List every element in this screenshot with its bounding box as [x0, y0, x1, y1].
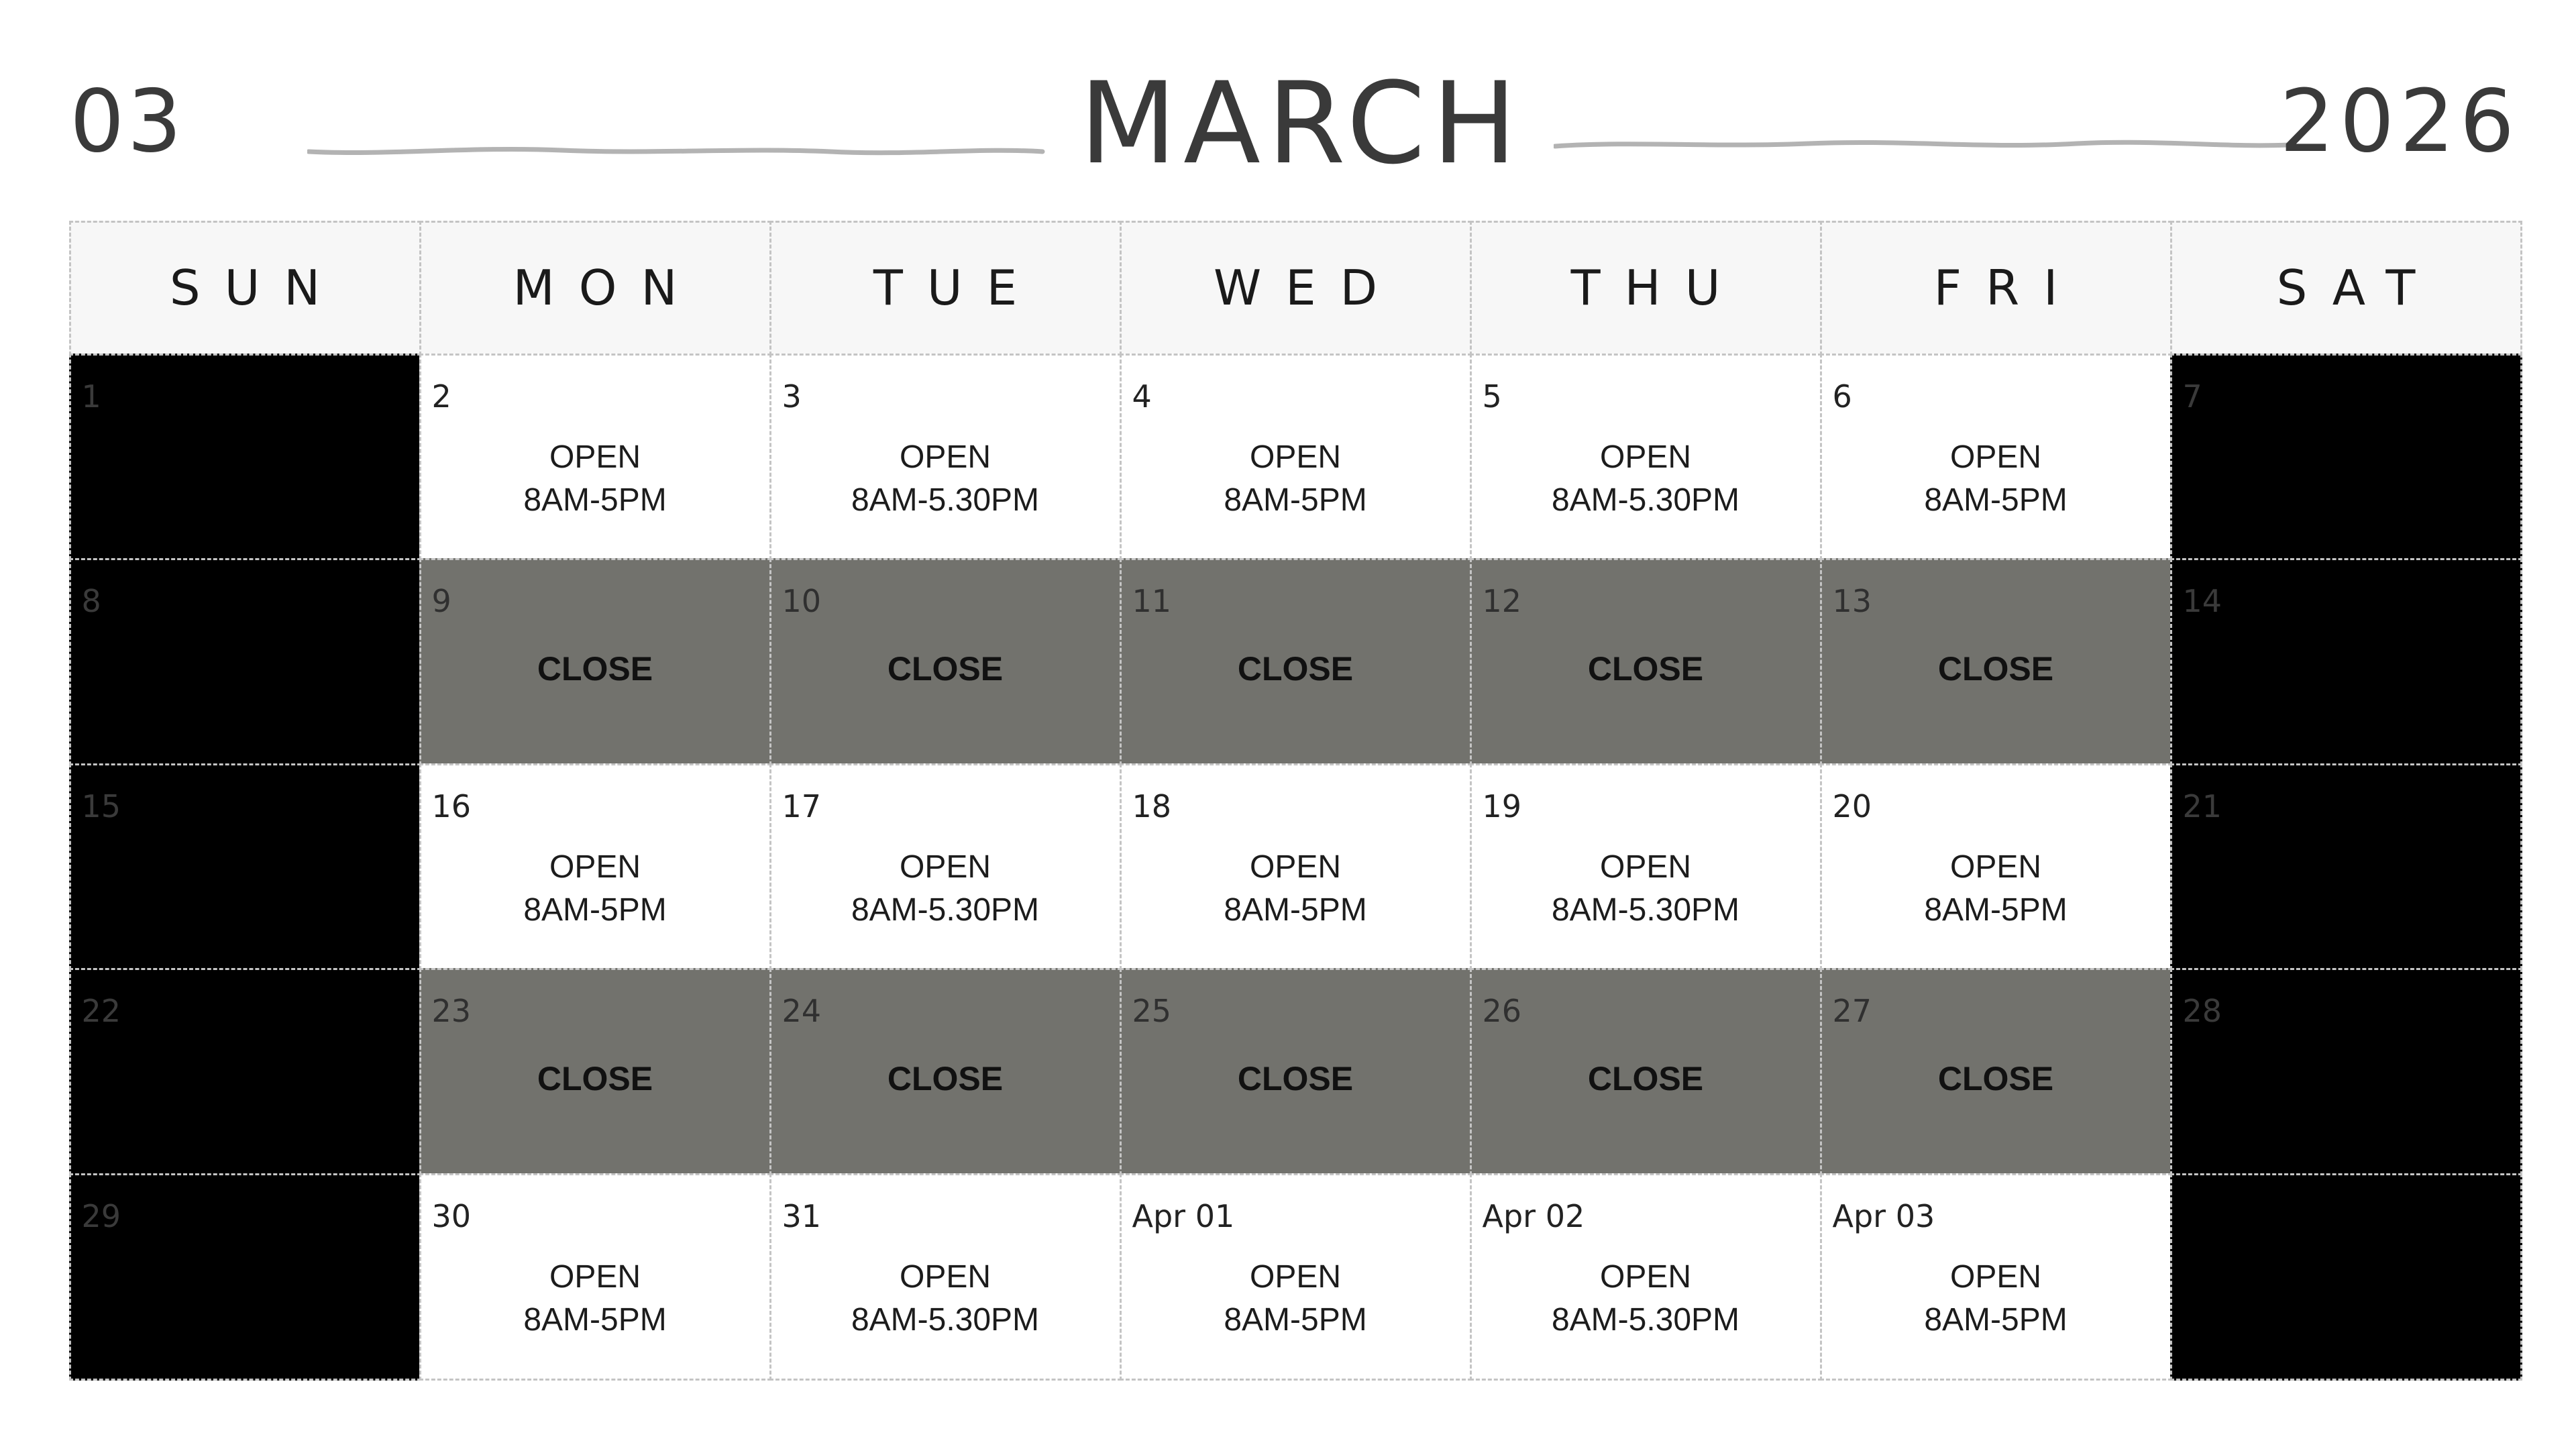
status-label: CLOSE [537, 650, 653, 688]
status-label: CLOSE [1237, 1060, 1354, 1098]
status-label: OPEN [899, 849, 991, 885]
year: 2026 [2279, 72, 2520, 172]
weekday-header-thu: THU [1470, 221, 1822, 356]
status-label: CLOSE [1937, 650, 2054, 688]
day-cell[interactable] [769, 1173, 1122, 1381]
day-cell[interactable] [1120, 354, 1472, 561]
open-status [421, 846, 769, 932]
status-label: OPEN [1249, 849, 1342, 885]
day-cell[interactable] [419, 558, 771, 765]
open-status [421, 1256, 769, 1342]
status-label: CLOSE [887, 1060, 1004, 1098]
closed-label [1472, 647, 1820, 690]
status-label: OPEN [1599, 849, 1692, 885]
opening-hours: 8AM-5.30PM [1551, 482, 1740, 518]
day-cell[interactable] [769, 354, 1122, 561]
closed-label [1122, 647, 1470, 690]
open-status [1122, 1256, 1470, 1342]
day-number: 12 [1482, 583, 1522, 620]
day-number: 6 [1832, 378, 1852, 415]
day-cell[interactable] [769, 558, 1122, 765]
open-status [771, 1256, 1120, 1342]
header-divider-right [1554, 134, 2292, 154]
status-label: OPEN [549, 439, 641, 475]
day-cell[interactable] [69, 763, 421, 971]
day-cell[interactable] [2170, 763, 2522, 971]
day-cell[interactable] [1820, 1173, 2172, 1381]
day-number: 19 [1482, 788, 1522, 824]
day-cell[interactable] [1470, 558, 1822, 765]
closed-label [1122, 1057, 1470, 1100]
day-number: 26 [1482, 993, 1522, 1030]
opening-hours: 8AM-5.30PM [1551, 892, 1740, 928]
opening-hours: 8AM-5PM [523, 482, 667, 518]
day-number: 29 [81, 1197, 121, 1234]
day-number: 3 [782, 378, 802, 415]
status-label: OPEN [549, 1258, 641, 1295]
status-label: CLOSE [1937, 1060, 2054, 1098]
day-cell[interactable] [1120, 1173, 1472, 1381]
month-number: 03 [70, 72, 184, 172]
day-cell[interactable] [419, 968, 771, 1175]
day-number: 16 [431, 788, 472, 824]
opening-hours: 8AM-5PM [1924, 892, 2068, 928]
month-title: MARCH [1079, 58, 1523, 189]
opening-hours: 8AM-5PM [1224, 1301, 1367, 1338]
open-status [1822, 846, 2170, 932]
open-status [1122, 846, 1470, 932]
closed-label [771, 1057, 1120, 1100]
day-number: 28 [2182, 993, 2222, 1030]
day-number: Apr 02 [1482, 1197, 1585, 1234]
weekday-header-fri: FRI [1820, 221, 2172, 356]
closed-label [771, 647, 1120, 690]
day-cell[interactable] [419, 1173, 771, 1381]
day-cell[interactable] [69, 968, 421, 1175]
opening-hours: 8AM-5PM [1224, 482, 1367, 518]
closed-label [1472, 1057, 1820, 1100]
day-number: 4 [1132, 378, 1152, 415]
day-cell[interactable] [1820, 763, 2172, 971]
status-label: OPEN [1949, 849, 2042, 885]
day-number: 9 [431, 583, 451, 620]
status-label: CLOSE [1587, 650, 1704, 688]
day-cell[interactable] [2170, 354, 2522, 561]
day-number: 14 [2182, 583, 2222, 620]
weekday-header-sat: SAT [2170, 221, 2522, 356]
status-label: CLOSE [537, 1060, 653, 1098]
open-status [421, 436, 769, 522]
day-cell[interactable] [1120, 763, 1472, 971]
status-label: OPEN [1949, 439, 2042, 475]
opening-hours: 8AM-5.30PM [851, 892, 1040, 928]
day-number: 13 [1832, 583, 1872, 620]
day-number: 21 [2182, 788, 2222, 824]
opening-hours: 8AM-5PM [1924, 1301, 2068, 1338]
open-status [771, 436, 1120, 522]
day-number: 27 [1832, 993, 1872, 1030]
opening-hours: 8AM-5.30PM [851, 1301, 1040, 1338]
day-number: 15 [81, 788, 121, 824]
day-cell[interactable] [1470, 968, 1822, 1175]
day-number: 10 [782, 583, 822, 620]
day-cell[interactable] [1820, 354, 2172, 561]
day-cell[interactable] [2170, 1173, 2522, 1381]
open-status [1822, 436, 2170, 522]
opening-hours: 8AM-5PM [523, 892, 667, 928]
day-number: 11 [1132, 583, 1172, 620]
day-cell[interactable] [419, 763, 771, 971]
closed-label [1822, 1057, 2170, 1100]
weekday-header-sun: SUN [69, 221, 421, 356]
day-number: Apr 01 [1132, 1197, 1235, 1234]
opening-hours: 8AM-5PM [1224, 892, 1367, 928]
open-status [1122, 436, 1470, 522]
opening-hours: 8AM-5.30PM [1551, 1301, 1740, 1338]
open-status [771, 846, 1120, 932]
day-number: 24 [782, 993, 822, 1030]
status-label: CLOSE [887, 650, 1004, 688]
day-cell[interactable] [69, 1173, 421, 1381]
day-cell[interactable] [2170, 968, 2522, 1175]
opening-hours: 8AM-5.30PM [851, 482, 1040, 518]
closed-label [1822, 647, 2170, 690]
day-number: 7 [2182, 378, 2202, 415]
day-number: 18 [1132, 788, 1172, 824]
calendar-grid [70, 221, 2521, 1379]
open-status [1472, 846, 1820, 932]
day-cell[interactable] [769, 763, 1122, 971]
day-number: Apr 03 [1832, 1197, 1935, 1234]
day-number: 2 [431, 378, 451, 415]
status-label: CLOSE [1587, 1060, 1704, 1098]
day-number: 31 [782, 1197, 822, 1234]
open-status [1472, 436, 1820, 522]
status-label: OPEN [899, 1258, 991, 1295]
day-number: 25 [1132, 993, 1172, 1030]
status-label: OPEN [1599, 1258, 1692, 1295]
day-cell[interactable] [1470, 763, 1822, 971]
status-label: OPEN [549, 849, 641, 885]
status-label: OPEN [899, 439, 991, 475]
closed-label [421, 647, 769, 690]
opening-hours: 8AM-5PM [1924, 482, 2068, 518]
status-label: OPEN [1249, 439, 1342, 475]
day-number: 20 [1832, 788, 1872, 824]
status-label: OPEN [1249, 1258, 1342, 1295]
day-cell[interactable] [1470, 1173, 1822, 1381]
status-label: OPEN [1599, 439, 1692, 475]
header-divider-left [307, 141, 1045, 161]
day-cell[interactable] [769, 968, 1122, 1175]
day-number: 30 [431, 1197, 472, 1234]
status-label: CLOSE [1237, 650, 1354, 688]
day-number: 1 [81, 378, 101, 415]
day-number: 8 [81, 583, 101, 620]
status-label: OPEN [1949, 1258, 2042, 1295]
day-cell[interactable] [1120, 558, 1472, 765]
day-number: 17 [782, 788, 822, 824]
closed-label [421, 1057, 769, 1100]
day-number: 22 [81, 993, 121, 1030]
day-cell[interactable] [419, 354, 771, 561]
open-status [1822, 1256, 2170, 1342]
day-cell[interactable] [1820, 558, 2172, 765]
day-number: 23 [431, 993, 472, 1030]
weekday-header-tue: TUE [769, 221, 1122, 356]
day-cell[interactable] [69, 558, 421, 765]
weekday-header-wed: WED [1120, 221, 1472, 356]
day-cell[interactable] [2170, 558, 2522, 765]
day-number: 5 [1482, 378, 1502, 415]
opening-hours: 8AM-5PM [523, 1301, 667, 1338]
open-status [1472, 1256, 1820, 1342]
day-cell[interactable] [1120, 968, 1472, 1175]
day-cell[interactable] [1820, 968, 2172, 1175]
day-cell[interactable] [1470, 354, 1822, 561]
weekday-header-mon: MON [419, 221, 771, 356]
day-cell[interactable] [69, 354, 421, 561]
